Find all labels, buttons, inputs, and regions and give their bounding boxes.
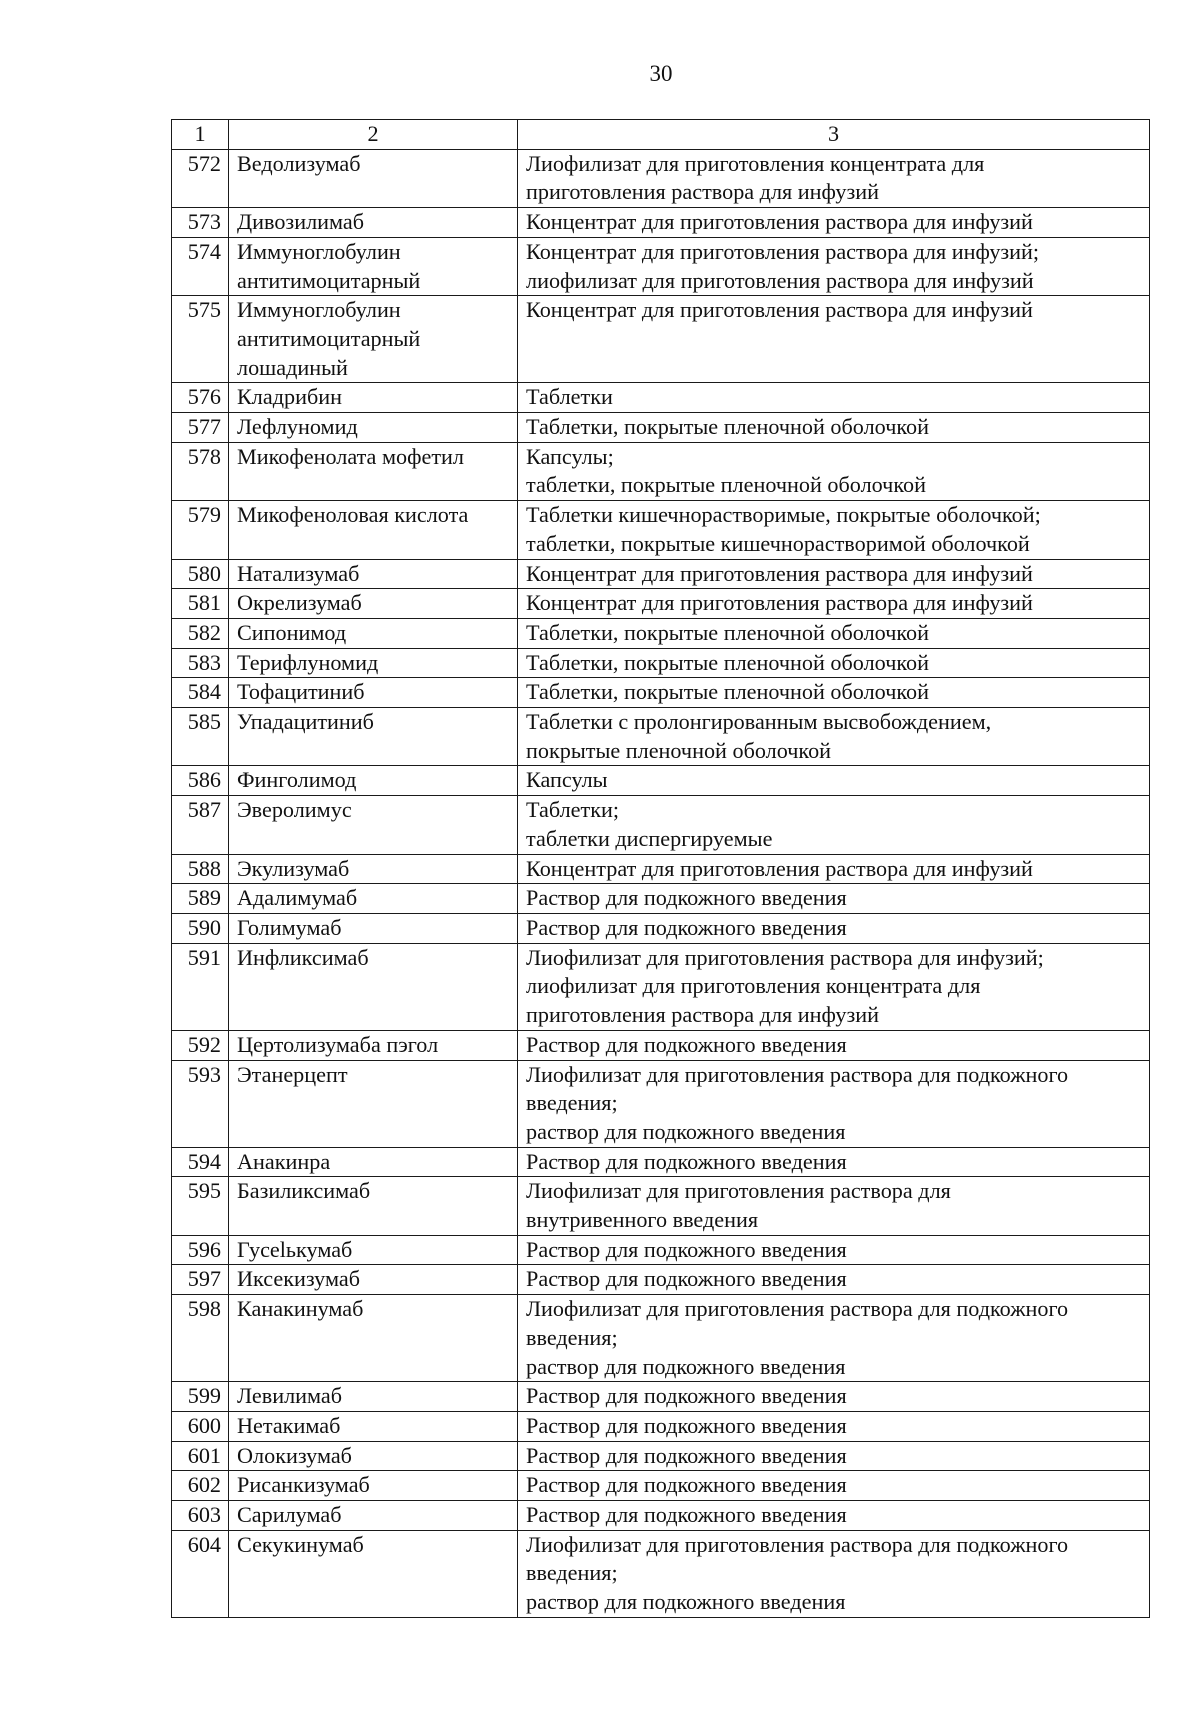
drug-name-cell: [229, 1471, 518, 1501]
table-row: [172, 149, 1150, 207]
drug-name-line: Инфликсимаб: [237, 944, 369, 970]
row-number: 572: [172, 149, 229, 207]
table-row: [172, 383, 1150, 413]
drug-name-line: Иммуноглобулин: [237, 297, 401, 323]
dosage-form-line: таблетки, покрытые кишечнорастворимой оболочкой: [526, 530, 1030, 556]
dosage-form-line: Раствор для подкожного введения: [526, 1472, 847, 1498]
page-number: 30: [649, 61, 673, 86]
dosage-form-cell: [518, 1265, 1150, 1295]
table-row: [172, 1235, 1150, 1265]
dosage-form-cell: [518, 237, 1150, 295]
row-number: 580: [172, 559, 229, 589]
drug-name-cell: [229, 413, 518, 443]
row-number: 598: [172, 1295, 229, 1382]
dosage-form-line: таблетки, покрытые пленочной оболочкой: [526, 472, 926, 498]
dosage-form-line: Лиофилизат для приготовления раствора для инфузий;: [526, 944, 1044, 970]
dosage-form-line: введения;: [526, 1560, 618, 1586]
row-number: 586: [172, 766, 229, 796]
dosage-form-cell: [518, 1060, 1150, 1147]
table-row: [172, 237, 1150, 295]
drug-name-cell: [229, 648, 518, 678]
row-number: 594: [172, 1147, 229, 1177]
table-row: [172, 501, 1150, 559]
table-row: [172, 943, 1150, 1030]
dosage-form-cell: [518, 648, 1150, 678]
table-row: [172, 208, 1150, 238]
drug-name-cell: [229, 296, 518, 383]
dosage-form-cell: [518, 796, 1150, 854]
dosage-form-line: Лиофилизат для приготовления раствора для подкожного: [526, 1296, 1069, 1322]
drug-name-cell: [229, 383, 518, 413]
dosage-form-cell: [518, 559, 1150, 589]
drug-name-cell: [229, 766, 518, 796]
drug-name-line: Ведолизумаб: [237, 150, 361, 176]
drug-name-cell: [229, 1501, 518, 1531]
drug-name-line: Лефлуномид: [237, 414, 358, 440]
dosage-form-cell: [518, 1030, 1150, 1060]
drug-name-cell: [229, 149, 518, 207]
table-row: [172, 1530, 1150, 1617]
table-row: [172, 618, 1150, 648]
dosage-form-line: раствор для подкожного введения: [526, 1589, 846, 1615]
drug-name-line: Окрелизумаб: [237, 590, 362, 616]
row-number: 593: [172, 1060, 229, 1147]
drug-name-cell: [229, 1147, 518, 1177]
table-row: [172, 796, 1150, 854]
drug-name-cell: [229, 854, 518, 884]
dosage-form-line: раствор для подкожного введения: [526, 1118, 846, 1144]
row-number: 573: [172, 208, 229, 238]
dosage-form-line: Таблетки кишечнорастворимые, покрытые оболочкой;: [526, 502, 1041, 528]
table-row: [172, 296, 1150, 383]
dosage-form-cell: [518, 766, 1150, 796]
dosage-form-line: Раствор для подкожного введения: [526, 1236, 847, 1262]
drug-name-cell: [229, 237, 518, 295]
drug-name-line: Левилимаб: [237, 1383, 343, 1409]
drug-name-cell: [229, 1441, 518, 1471]
table-row: [172, 708, 1150, 766]
drug-name-line: Сарилумаб: [237, 1502, 342, 1528]
drug-name-line: Цертолизумаба пэгол: [237, 1031, 439, 1057]
dosage-form-cell: [518, 589, 1150, 619]
table-row: [172, 678, 1150, 708]
drug-name-line: Гусelькумаб: [237, 1236, 353, 1262]
dosage-form-line: Таблетки;: [526, 797, 620, 823]
drug-name-cell: [229, 1382, 518, 1412]
drug-name-cell: [229, 618, 518, 648]
drug-name-cell: [229, 1177, 518, 1235]
drug-name-line: Иксекизумаб: [237, 1266, 360, 1292]
row-number: 584: [172, 678, 229, 708]
drug-name-line: Дивозилимаб: [237, 209, 365, 235]
drug-name-cell: [229, 1530, 518, 1617]
table-row: [172, 913, 1150, 943]
row-number: 579: [172, 501, 229, 559]
dosage-form-cell: [518, 884, 1150, 914]
row-number: 604: [172, 1530, 229, 1617]
table-row: [172, 413, 1150, 443]
row-number: 592: [172, 1030, 229, 1060]
dosage-form-line: Раствор для подкожного введения: [526, 914, 847, 940]
dosage-form-line: лиофилизат для приготовления раствора для инфузий: [526, 267, 1034, 293]
dosage-form-cell: [518, 943, 1150, 1030]
dosage-form-cell: [518, 1382, 1150, 1412]
table-row: [172, 1177, 1150, 1235]
row-number: 589: [172, 884, 229, 914]
row-number: 577: [172, 413, 229, 443]
drug-name-line: Сипонимод: [237, 619, 347, 645]
drug-name-line: антитимоцитарный: [237, 325, 421, 351]
drug-name-cell: [229, 501, 518, 559]
drug-name-line: Канакинумаб: [237, 1296, 364, 1322]
dosage-form-line: Таблетки: [526, 384, 613, 410]
dosage-form-line: Раствор для подкожного введения: [526, 1031, 847, 1057]
table-body: [172, 120, 1150, 1618]
drug-name-cell: [229, 678, 518, 708]
table-row: [172, 1295, 1150, 1382]
dosage-form-cell: [518, 296, 1150, 383]
table-row: [172, 1471, 1150, 1501]
row-number: 596: [172, 1235, 229, 1265]
row-number: 576: [172, 383, 229, 413]
drug-name-cell: [229, 1295, 518, 1382]
column-header-2: 2: [229, 120, 518, 150]
column-header-3: 3: [518, 120, 1150, 150]
dosage-form-line: Концентрат для приготовления раствора для инфузий;: [526, 238, 1040, 264]
table-row: [172, 1060, 1150, 1147]
dosage-form-cell: [518, 149, 1150, 207]
drug-name-cell: [229, 1411, 518, 1441]
row-number: 603: [172, 1501, 229, 1531]
row-number: 599: [172, 1382, 229, 1412]
drug-name-cell: [229, 943, 518, 1030]
table-row: [172, 589, 1150, 619]
row-number: 597: [172, 1265, 229, 1295]
drug-name-line: Эверолимус: [237, 797, 352, 823]
drug-name-cell: [229, 796, 518, 854]
drug-name-line: Этанерцепт: [237, 1061, 348, 1087]
drug-name-line: Базиликсимаб: [237, 1178, 371, 1204]
table-row: [172, 1441, 1150, 1471]
drug-name-line: Экулизумаб: [237, 855, 350, 881]
drug-name-cell: [229, 559, 518, 589]
drug-name-line: Микофеноловая кислота: [237, 502, 469, 528]
dosage-form-cell: [518, 708, 1150, 766]
dosage-form-line: внутривенного введения: [526, 1207, 759, 1233]
dosage-form-line: таблетки диспергируемые: [526, 825, 773, 851]
dosage-form-cell: [518, 913, 1150, 943]
dosage-form-line: Лиофилизат для приготовления концентрата для: [526, 150, 985, 176]
drug-name-line: Голимумаб: [237, 914, 342, 940]
dosage-form-line: Концентрат для приготовления раствора для инфузий: [526, 590, 1033, 616]
dosage-form-line: Концентрат для приготовления раствора для инфузий: [526, 855, 1033, 881]
row-number: 602: [172, 1471, 229, 1501]
dosage-form-cell: [518, 1295, 1150, 1382]
table-row: [172, 884, 1150, 914]
dosage-form-cell: [518, 854, 1150, 884]
row-number: 590: [172, 913, 229, 943]
dosage-form-cell: [518, 383, 1150, 413]
drug-name-line: Кладрибин: [237, 384, 343, 410]
dosage-form-line: приготовления раствора для инфузий: [526, 179, 879, 205]
dosage-form-line: Раствор для подкожного введения: [526, 1442, 847, 1468]
dosage-form-line: раствор для подкожного введения: [526, 1353, 846, 1379]
row-number: 601: [172, 1441, 229, 1471]
dosage-form-cell: [518, 618, 1150, 648]
dosage-form-line: Капсулы: [526, 767, 608, 793]
drug-name-line: Натализумаб: [237, 560, 360, 586]
row-number: 587: [172, 796, 229, 854]
row-number: 582: [172, 618, 229, 648]
medication-table: [171, 119, 1150, 1618]
row-number: 578: [172, 442, 229, 500]
dosage-form-line: введения;: [526, 1324, 618, 1350]
dosage-form-cell: [518, 208, 1150, 238]
dosage-form-line: покрытые пленочной оболочкой: [526, 737, 832, 763]
drug-name-cell: [229, 1060, 518, 1147]
dosage-form-cell: [518, 1235, 1150, 1265]
dosage-form-line: Таблетки, покрытые пленочной оболочкой: [526, 619, 929, 645]
table-row: [172, 1382, 1150, 1412]
drug-name-line: Финголимод: [237, 767, 357, 793]
row-number: 585: [172, 708, 229, 766]
dosage-form-line: Лиофилизат для приготовления раствора для подкожного: [526, 1531, 1069, 1557]
drug-name-line: Тофацитиниб: [237, 679, 365, 705]
dosage-form-line: лиофилизат для приготовления концентрата для: [526, 973, 981, 999]
row-number: 588: [172, 854, 229, 884]
dosage-form-cell: [518, 1530, 1150, 1617]
row-number: 591: [172, 943, 229, 1030]
drug-name-cell: [229, 1235, 518, 1265]
drug-name-cell: [229, 589, 518, 619]
row-number: 581: [172, 589, 229, 619]
dosage-form-line: Таблетки с пролонгированным высвобождением,: [526, 709, 992, 735]
dosage-form-line: Раствор для подкожного введения: [526, 1266, 847, 1292]
drug-name-cell: [229, 913, 518, 943]
dosage-form-cell: [518, 1177, 1150, 1235]
dosage-form-line: Раствор для подкожного введения: [526, 1412, 847, 1438]
table-row: [172, 1501, 1150, 1531]
table-row: [172, 442, 1150, 500]
drug-name-line: Иммуноглобулин: [237, 238, 401, 264]
dosage-form-line: Раствор для подкожного введения: [526, 1502, 847, 1528]
dosage-form-cell: [518, 501, 1150, 559]
dosage-form-cell: [518, 413, 1150, 443]
table-row: [172, 559, 1150, 589]
drug-name-line: Секукинумаб: [237, 1531, 364, 1557]
dosage-form-line: приготовления раствора для инфузий: [526, 1002, 879, 1028]
dosage-form-cell: [518, 678, 1150, 708]
dosage-form-line: Капсулы;: [526, 443, 614, 469]
drug-name-cell: [229, 884, 518, 914]
table-header-row: [172, 120, 1150, 150]
column-header-1: 1: [172, 120, 229, 150]
dosage-form-line: Концентрат для приготовления раствора для инфузий: [526, 209, 1033, 235]
drug-name-line: антитимоцитарный: [237, 267, 421, 293]
drug-name-line: лошадиный: [237, 354, 348, 380]
table-row: [172, 648, 1150, 678]
drug-name-cell: [229, 1030, 518, 1060]
table-row: [172, 766, 1150, 796]
dosage-form-cell: [518, 1441, 1150, 1471]
drug-name-line: Микофенолата мофетил: [237, 443, 464, 469]
dosage-form-line: Концентрат для приготовления раствора для инфузий: [526, 297, 1033, 323]
dosage-form-line: Раствор для подкожного введения: [526, 1383, 847, 1409]
row-number: 600: [172, 1411, 229, 1441]
dosage-form-line: Лиофилизат для приготовления раствора для подкожного: [526, 1061, 1069, 1087]
table-row: [172, 1265, 1150, 1295]
drug-name-line: Упадацитиниб: [237, 709, 374, 735]
dosage-form-line: Концентрат для приготовления раствора для инфузий: [526, 560, 1033, 586]
drug-name-cell: [229, 708, 518, 766]
dosage-form-cell: [518, 1411, 1150, 1441]
drug-name-cell: [229, 1265, 518, 1295]
drug-name-line: Олокизумаб: [237, 1442, 352, 1468]
dosage-form-cell: [518, 1471, 1150, 1501]
drug-name-line: Нетакимаб: [237, 1412, 341, 1438]
dosage-form-line: Лиофилизат для приготовления раствора для: [526, 1178, 951, 1204]
drug-name-line: Терифлуномид: [237, 649, 379, 675]
row-number: 595: [172, 1177, 229, 1235]
row-number: 575: [172, 296, 229, 383]
dosage-form-line: Таблетки, покрытые пленочной оболочкой: [526, 414, 929, 440]
drug-name-cell: [229, 442, 518, 500]
dosage-form-cell: [518, 1501, 1150, 1531]
drug-name-line: Адалимумаб: [237, 885, 358, 911]
row-number: 583: [172, 648, 229, 678]
dosage-form-cell: [518, 442, 1150, 500]
table-row: [172, 1030, 1150, 1060]
drug-name-line: Рисанкизумаб: [237, 1472, 370, 1498]
table-row: [172, 854, 1150, 884]
dosage-form-line: Раствор для подкожного введения: [526, 1148, 847, 1174]
drug-name-line: Анакинра: [237, 1148, 331, 1174]
dosage-form-line: Раствор для подкожного введения: [526, 885, 847, 911]
table-row: [172, 1147, 1150, 1177]
drug-name-cell: [229, 208, 518, 238]
table-row: [172, 1411, 1150, 1441]
dosage-form-line: Таблетки, покрытые пленочной оболочкой: [526, 679, 929, 705]
row-number: 574: [172, 237, 229, 295]
dosage-form-line: введения;: [526, 1090, 618, 1116]
dosage-form-line: Таблетки, покрытые пленочной оболочкой: [526, 649, 929, 675]
dosage-form-cell: [518, 1147, 1150, 1177]
